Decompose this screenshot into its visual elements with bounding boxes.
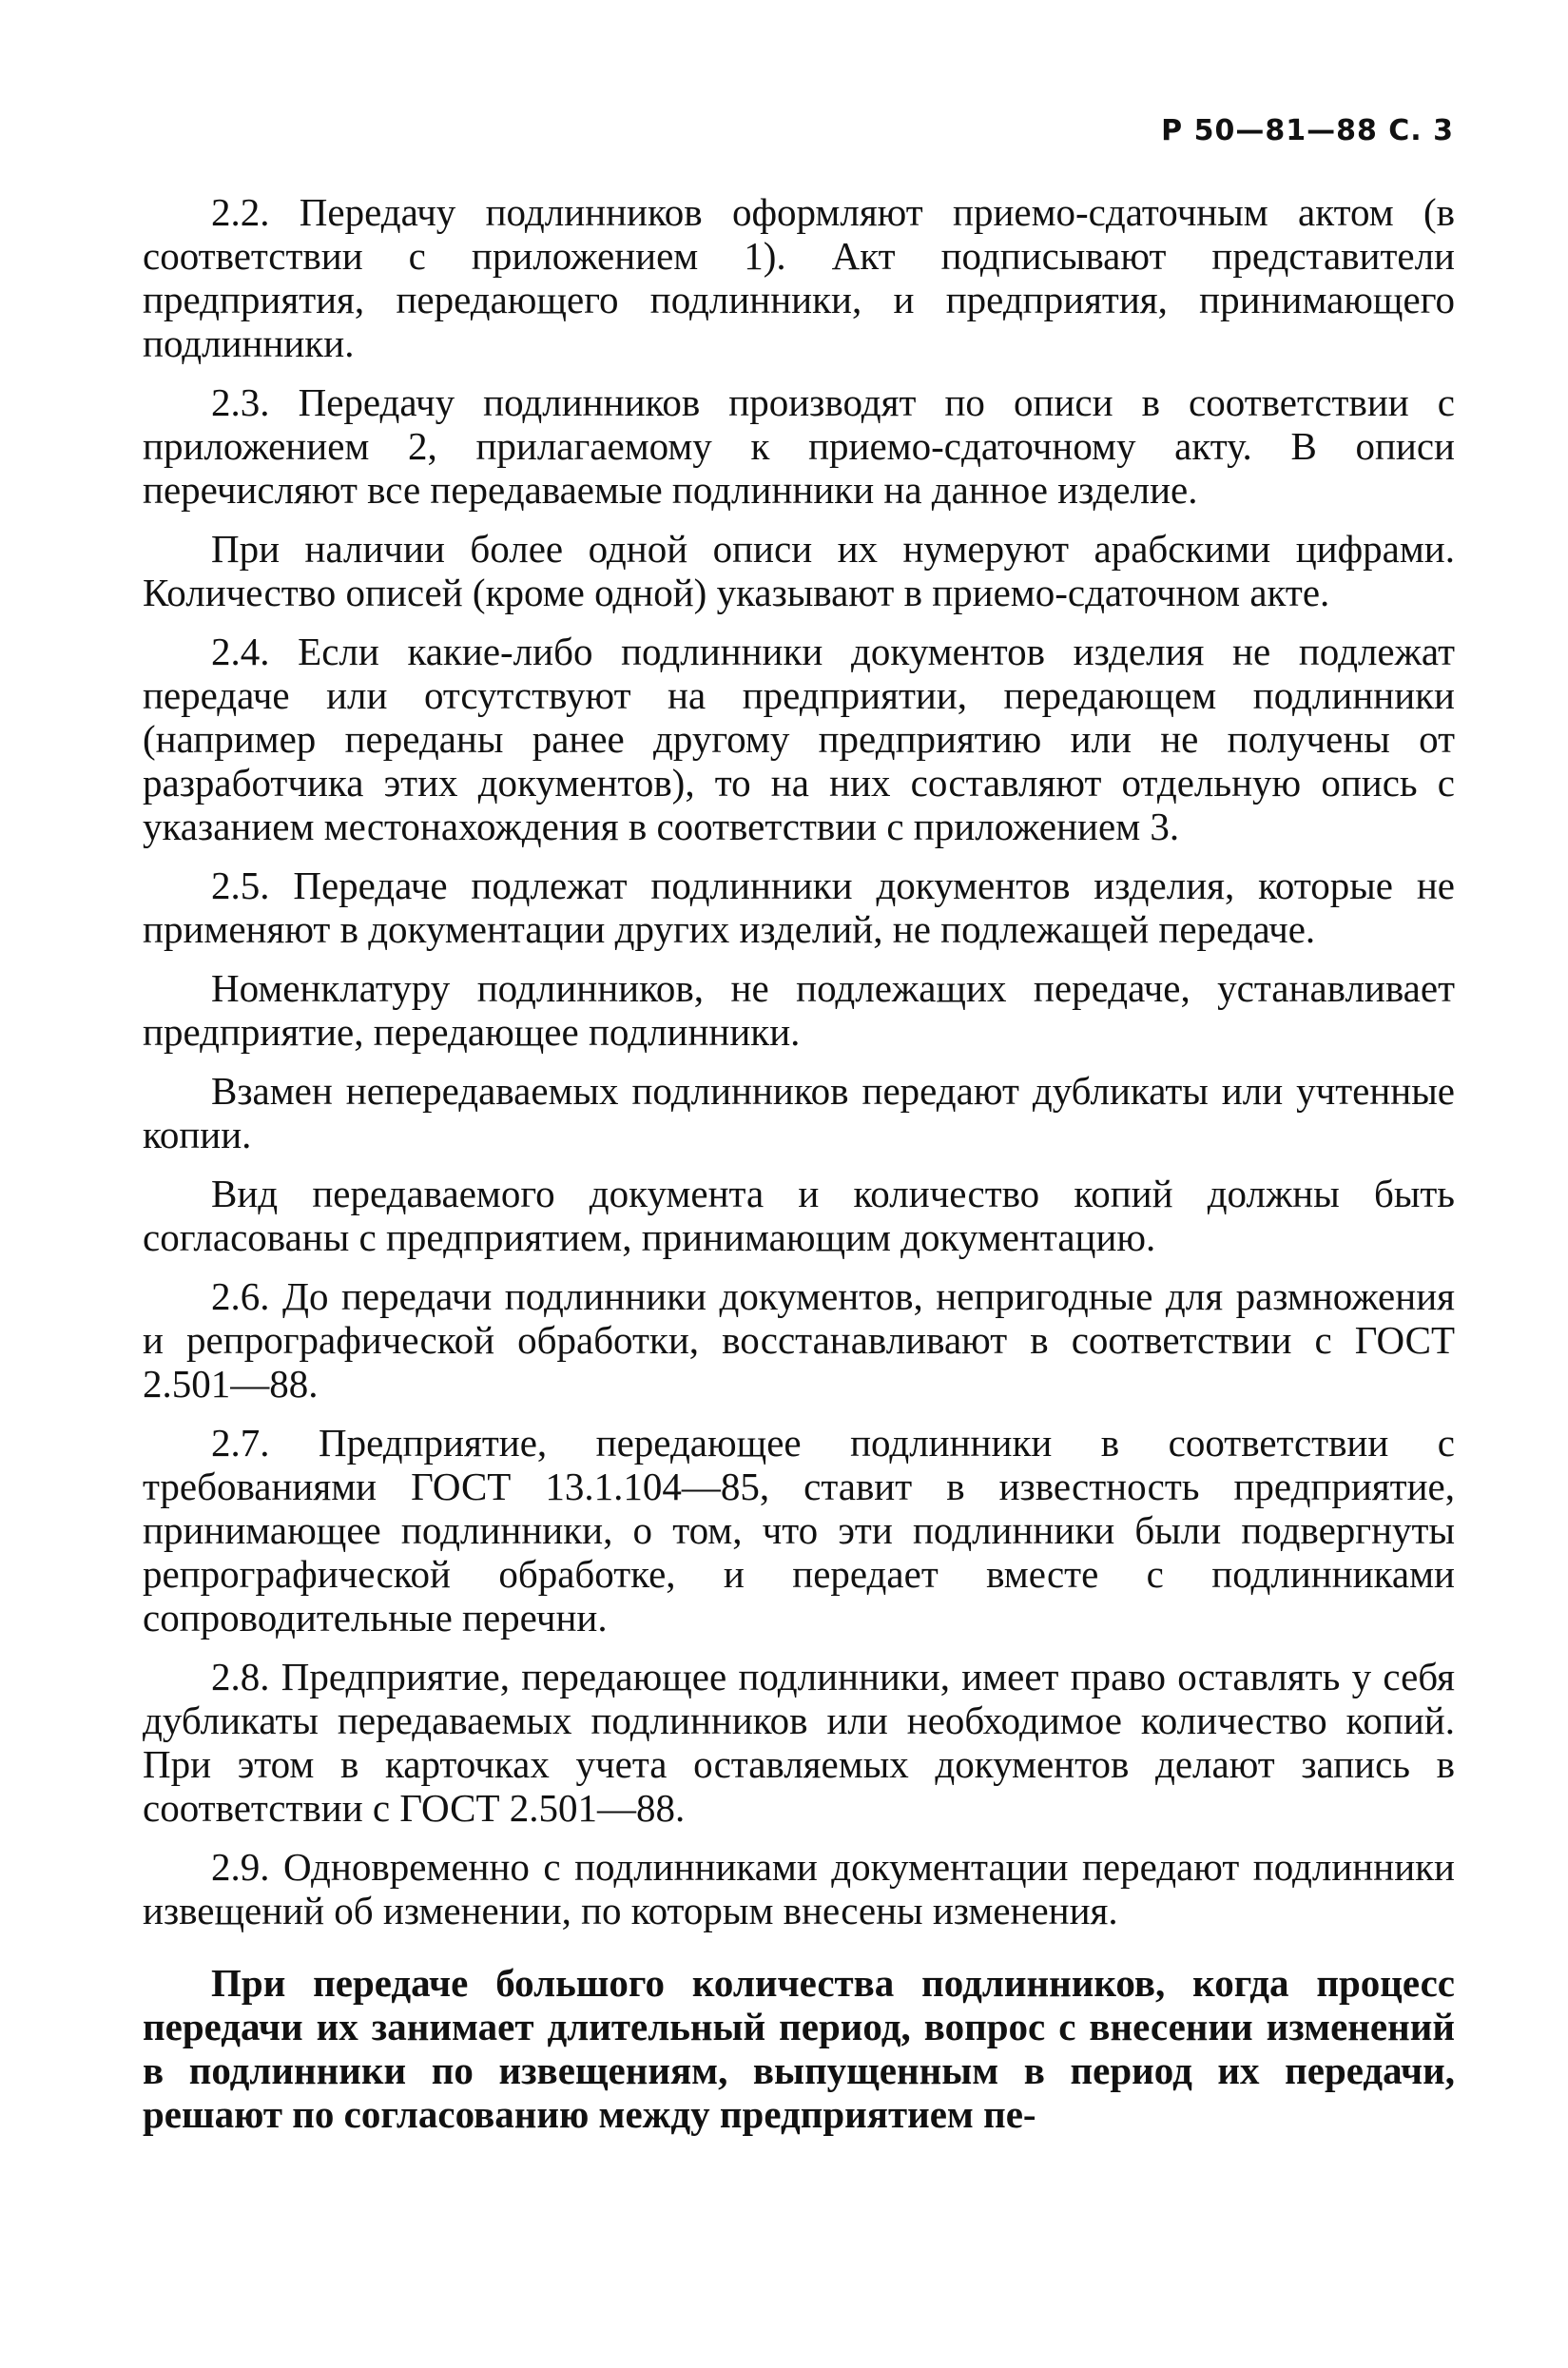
paragraph-2-2: 2.2. Передачу подлинников оформляют приемо-сдаточным актом (в соответствии с приложением 1). Акт подписывают представители предприятия, передающего подлинники, и предприятия, принимающего подлинники. xyxy=(143,190,1455,365)
paragraph-inventory-numbering: При наличии более одной описи их нумеруют арабскими цифрами. Количество описей (кроме одной) указывают в приемо-сдаточном акте. xyxy=(143,527,1455,614)
paragraph-nomenclature: Номенклатуру подлинников, не подлежащих передаче, устанавливает предприятие, передающее подлинники. xyxy=(143,966,1455,1054)
paragraph-2-7: 2.7. Предприятие, передающее подлинники в соответствии с требованиями ГОСТ 13.1.104—85, ставит в известность предприятие, принимающее подлинники, о том, что эти подлинники были подвергнуты репрографической обработке, и передает вместе с подлинниками сопроводительные перечни. xyxy=(143,1421,1455,1640)
paragraph-2-8: 2.8. Предприятие, передающее подлинники, имеет право оставлять у себя дубликаты передаваемых подлинников или необходимое количество копий. При этом в карточках учета оставляемых документов делают запись в соответствии с ГОСТ 2.501—88. xyxy=(143,1655,1455,1830)
paragraph-document-type: Вид передаваемого документа и количество копий должны быть согласованы с предприятием, принимающим документацию. xyxy=(143,1172,1455,1259)
paragraph-2-3: 2.3. Передачу подлинников производят по описи в соответствии с приложением 2, прилагаемому к приемо-сдаточному акту. В описи перечисляют все передаваемые подлинники на данное изделие. xyxy=(143,380,1455,512)
paragraph-2-5: 2.5. Передаче подлежат подлинники документов изделия, которые не применяют в документации других изделий, не подлежащей передаче. xyxy=(143,864,1455,951)
paragraph-2-4: 2.4. Если какие-либо подлинники документов изделия не подлежат передаче или отсутствуют на предприятии, передающем подлинники (например переданы ранее другому предприятию или не получены от разработчика этих документов), то на них составляют отдельную опись с указанием местонахождения в соответствии с приложением 3. xyxy=(143,630,1455,848)
page-header-ref: Р 50—81—88 С. 3 xyxy=(1161,114,1454,147)
paragraph-duplicates: Взамен непередаваемых подлинников передают дубликаты или учтенные копии. xyxy=(143,1069,1455,1156)
paragraph-large-transfer: При передаче большого количества подлинников, когда процесс передачи их занимает длительный период, вопрос с внесении изменений в подлинники по извещениям, выпущенным в период их передачи, решают по согласованию между предприятием пе- xyxy=(143,1961,1455,2136)
document-body xyxy=(143,190,1455,2151)
paragraph-2-9: 2.9. Одновременно с подлинниками документации передают подлинники извещений об изменении, по которым внесены изменения. xyxy=(143,1845,1455,1932)
paragraph-2-6: 2.6. До передачи подлинники документов, непригодные для размножения и репрографической обработки, восстанавливают в соответствии с ГОСТ 2.501—88. xyxy=(143,1274,1455,1406)
